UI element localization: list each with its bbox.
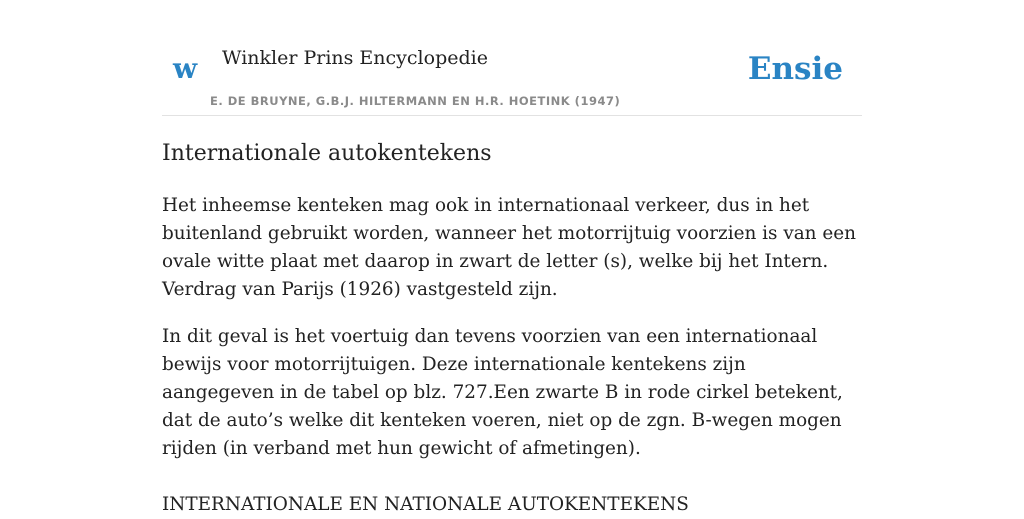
section-heading: INTERNATIONALE EN NATIONALE AUTOKENTEKENS (162, 494, 689, 515)
winkler-prins-logo[interactable]: w (173, 52, 198, 85)
article-paragraph-2: In dit geval is het voertuig dan tevens voorzien van een internationaal bewijs voor motorrijtuigen. Deze internationale kentekens zijn aangegeven in de tabel op blz. 727.Een zwarte B in rode cirkel betekent, dat de auto’s welke dit kenteken voeren, niet op de zgn. B-wegen mogen rijden (in verband met hun gewicht of afmetingen). (162, 326, 843, 459)
book-authors: E. DE BRUYNE, G.B.J. HILTERMANN EN H.R. HOETINK (1947) (210, 94, 621, 108)
article-paragraph-1: Het inheemse kenteken mag ook in internationaal verkeer, dus in het buitenland gebruikt worden, wanneer het motorrijtuig voorzien is van een ovale witte plaat met daarop in zwart de letter (s), welke bij het Intern. Verdrag van Parijs (1926) vastgesteld zijn. (162, 195, 856, 300)
source-header (162, 0, 862, 116)
article-title: Internationale autokentekens (162, 141, 492, 166)
article-page (162, 0, 862, 515)
book-title-link[interactable]: Winkler Prins Encyclopedie (222, 47, 488, 69)
ensie-brand-logo[interactable]: Ensie (747, 51, 843, 87)
